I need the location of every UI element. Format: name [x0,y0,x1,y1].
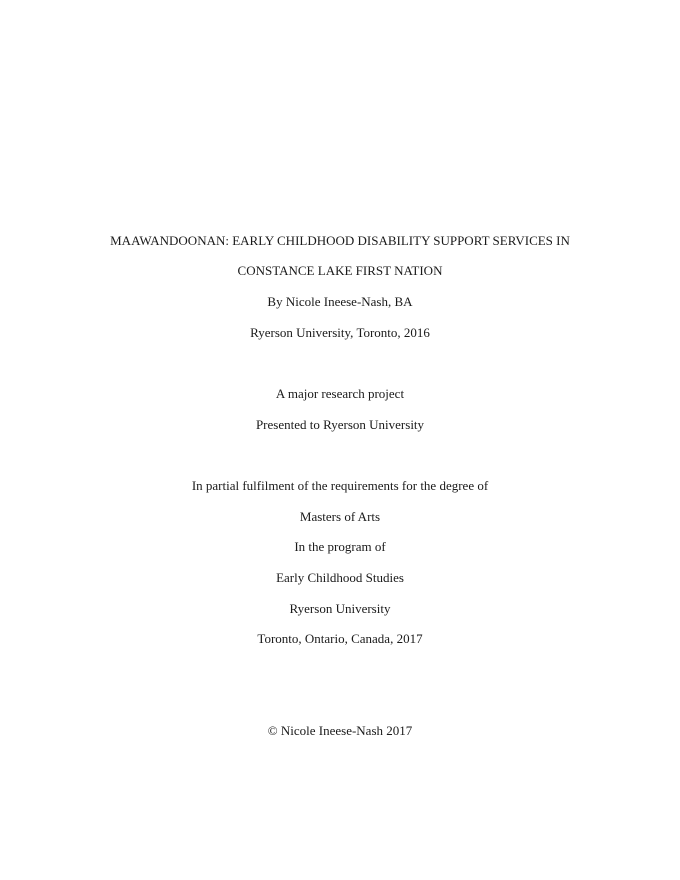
fulfilment-line: In partial fulfilment of the requirements for the degree of [191,478,489,493]
prior-degree-line: Ryerson University, Toronto, 2016 [250,325,430,340]
copyright-notice: © Nicole Ineese-Nash 2017 [267,723,413,738]
program-intro: In the program of [294,539,386,554]
degree-name: Masters of Arts [299,509,381,524]
title-line-1: MAAWANDOONAN: EARLY CHILDHOOD DISABILITY SUPPORT SERVICES IN [110,233,570,248]
title-line-2: CONSTANCE LAKE FIRST NATION [237,263,443,278]
university-name: Ryerson University [289,601,391,616]
location-year: Toronto, Ontario, Canada, 2017 [257,631,423,646]
program-name: Early Childhood Studies [276,570,404,585]
project-type: A major research project [275,386,405,401]
author-line: By Nicole Ineese-Nash, BA [267,294,413,309]
presented-to: Presented to Ryerson University [255,417,425,432]
